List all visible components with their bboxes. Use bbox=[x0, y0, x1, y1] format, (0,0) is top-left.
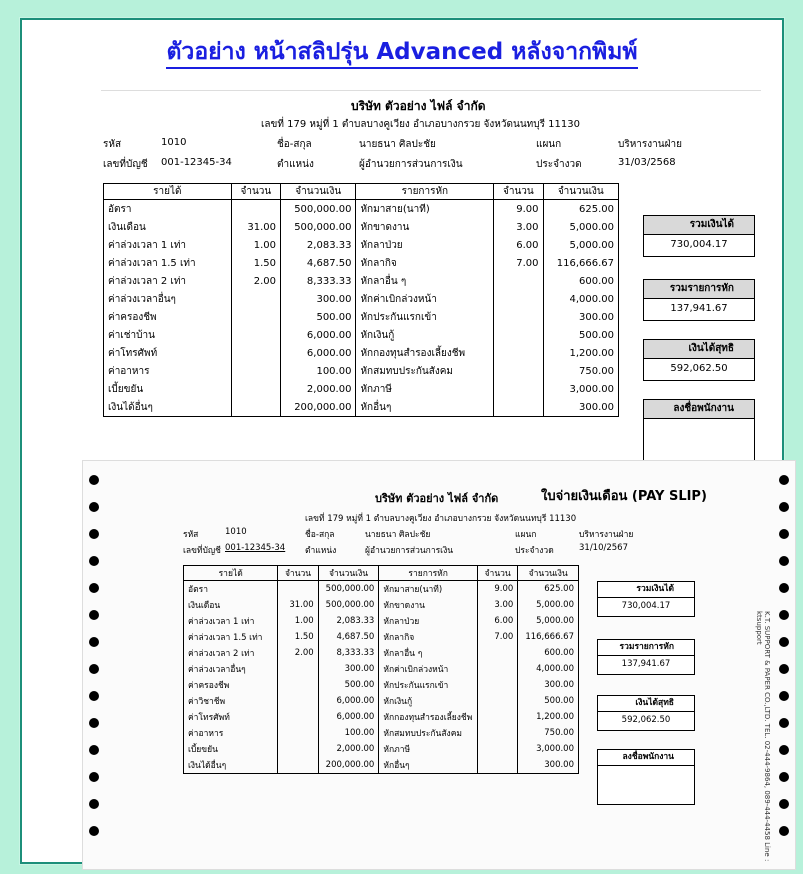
value-account: 001-12345-34 bbox=[161, 157, 232, 168]
page-frame bbox=[20, 18, 784, 864]
printed-label-period: ประจำงวด bbox=[515, 546, 554, 556]
table-cell: หักขาดงาน bbox=[356, 218, 494, 236]
value-dept: บริหารงานฝ่าย bbox=[618, 139, 682, 150]
table-cell: 300.00 bbox=[543, 398, 618, 417]
spreadsheet-slip bbox=[101, 90, 761, 471]
table-cell: หักมาสาย(นาที) bbox=[379, 581, 478, 598]
table-cell: ค่าโทรศัพท์ bbox=[184, 709, 278, 725]
table-cell bbox=[278, 581, 318, 598]
table-cell: หักลาอื่น ๆ bbox=[356, 272, 494, 290]
table-cell: 6.00 bbox=[477, 613, 517, 629]
table-row bbox=[104, 362, 619, 380]
printed-company-name: บริษัท ตัวอย่าง ไฟล์ จำกัด bbox=[375, 492, 499, 505]
table-cell: 5,000.00 bbox=[518, 597, 579, 613]
table-cell: เงินเดือน bbox=[184, 597, 278, 613]
table-cell bbox=[494, 326, 543, 344]
table-cell: หักประกันแรกเข้า bbox=[379, 677, 478, 693]
table-row bbox=[184, 661, 579, 677]
table-cell: ค่าล่วงเวลาอื่นๆ bbox=[104, 290, 232, 308]
table-cell: 8,333.33 bbox=[318, 645, 379, 661]
summary-total-deduction: รวมรายการหัก 137,941.67 bbox=[643, 279, 755, 321]
table-cell: ค่าล่วงเวลา 1 เท่า bbox=[184, 613, 278, 629]
table-row bbox=[104, 254, 619, 272]
table-cell: ค่าล่วงเวลา 1 เท่า bbox=[104, 236, 232, 254]
table-cell bbox=[477, 677, 517, 693]
table-cell: 300.00 bbox=[518, 757, 579, 774]
side-print: K.T. SUPPORT & PAPER CO.,LTD. TEL. 02-444-9864, 089-444-4458 Line : ktsupport bbox=[755, 611, 771, 862]
table-cell: หักค่าเบิกล่วงหน้า bbox=[356, 290, 494, 308]
label-dept: แผนก bbox=[536, 139, 562, 150]
table-cell bbox=[494, 398, 543, 417]
table-cell: 750.00 bbox=[543, 362, 618, 380]
printed-summary-total-deduction: รวมรายการหัก 137,941.67 bbox=[597, 639, 695, 675]
printed-earnings-deductions-table: รายได้ จำนวน จำนวนเงิน รายการหัก จำนวน จำนวนเงิน อัตรา 500,000.00 หักมาสาย(นาที) 9.00 625.00 เงินเดือน 31.00 500,000.00 หักขาดงาน 3.00 5,000.00 ค่าล่วงเวลา 1 เท่า 1.00 2,083.33 หักลาป่วย 6.00 5,000.00 ค่าล่วงเวลา 1.5 เท่า 1.50 4,687.50 หักลากิจ 7.00 116,666.67 ค่าล่วงเวลา 2 เท่า 2.00 8,333.33 หักลาอื่น ๆ 600.00 ค่าล่วงเวลาอื่นๆ 300.00 หักค่าเบิกล่วงหน้า 4,000.00 ค่าครองชีพ 500.00 หักประกันแรกเข้า 300.00 ค่าวิชาชีพ 6,000.00 หักเงินกู้ 500.00 ค่าโทรศัพท์ 6,000.00 หักกองทุนสำรองเลี้ยงชีพ 1,200.00 ค่าอาหาร 100.00 หักสมทบประกันสังคม 750.00 เบี้ยขยัน 2,000.00 หักภาษี 3,000.00 เงินได้อื่นๆ 200,000.00 หักอื่นๆ 300.00 bbox=[183, 565, 579, 774]
table-row bbox=[104, 290, 619, 308]
table-row bbox=[104, 326, 619, 344]
table-cell: 4,687.50 bbox=[281, 254, 356, 272]
table-cell: หักมาสาย(นาที) bbox=[356, 200, 494, 219]
table-cell: 6.00 bbox=[494, 236, 543, 254]
printed-label-position: ตำแหน่ง bbox=[305, 546, 337, 556]
table-cell bbox=[231, 362, 280, 380]
table-cell: หักกองทุนสำรองเลี้ยงชีพ bbox=[379, 709, 478, 725]
table-cell: หักประกันแรกเข้า bbox=[356, 308, 494, 326]
table-cell: ค่าโทรศัพท์ bbox=[104, 344, 232, 362]
label-code: รหัส bbox=[103, 139, 122, 150]
left-tractor-holes bbox=[85, 475, 103, 869]
table-cell: 2,083.33 bbox=[281, 236, 356, 254]
printed-summary-total-income: รวมเงินได้ 730,004.17 bbox=[597, 581, 695, 617]
table-cell: 1,200.00 bbox=[518, 709, 579, 725]
table-cell bbox=[278, 725, 318, 741]
table-cell: 600.00 bbox=[518, 645, 579, 661]
table-cell: หักลากิจ bbox=[356, 254, 494, 272]
table-cell: เบี้ยขยัน bbox=[184, 741, 278, 757]
table-cell: 1.00 bbox=[278, 613, 318, 629]
table-cell: หักภาษี bbox=[356, 380, 494, 398]
table-cell: หักสมทบประกันสังคม bbox=[379, 725, 478, 741]
col-deduction: รายการหัก bbox=[356, 184, 494, 200]
table-row bbox=[184, 693, 579, 709]
table-cell bbox=[278, 741, 318, 757]
table-cell: หักสมทบประกันสังคม bbox=[356, 362, 494, 380]
label-period: ประจำงวด bbox=[536, 159, 582, 170]
table-cell bbox=[477, 725, 517, 741]
table-cell: 100.00 bbox=[318, 725, 379, 741]
table-cell: เงินได้อื่นๆ bbox=[104, 398, 232, 417]
table-cell: 31.00 bbox=[278, 597, 318, 613]
table-cell: ค่าล่วงเวลา 1.5 เท่า bbox=[104, 254, 232, 272]
table-cell bbox=[278, 677, 318, 693]
table-row bbox=[184, 645, 579, 661]
printed-value-dept: บริหารงานฝ่าย bbox=[579, 530, 634, 540]
table-cell: 3,000.00 bbox=[518, 741, 579, 757]
col-income: รายได้ bbox=[104, 184, 232, 200]
table-cell: 4,687.50 bbox=[318, 629, 379, 645]
printed-value-name: นายธนา ศิลปะชัย bbox=[365, 530, 431, 540]
table-cell: 116,666.67 bbox=[543, 254, 618, 272]
table-row bbox=[184, 757, 579, 774]
table-cell bbox=[477, 645, 517, 661]
table-cell: หักกองทุนสำรองเลี้ยงชีพ bbox=[356, 344, 494, 362]
table-cell: 4,000.00 bbox=[543, 290, 618, 308]
table-cell: 9.00 bbox=[477, 581, 517, 598]
earnings-deductions-table bbox=[103, 183, 619, 417]
table-cell: 500,000.00 bbox=[318, 597, 379, 613]
printed-label-dept: แผนก bbox=[515, 530, 537, 540]
table-cell: ค่าล่วงเวลา 2 เท่า bbox=[104, 272, 232, 290]
table-cell: 2.00 bbox=[231, 272, 280, 290]
table-cell: 1,200.00 bbox=[543, 344, 618, 362]
table-cell: ค่าล่วงเวลา 1.5 เท่า bbox=[184, 629, 278, 645]
company-address: เลขที่ 179 หมู่ที่ 1 ตำบลบางคูเวียง อำเภอบางกรวย จังหวัดนนทบุรี 11130 bbox=[261, 119, 580, 130]
table-cell: 100.00 bbox=[281, 362, 356, 380]
table-cell: 750.00 bbox=[518, 725, 579, 741]
table-row bbox=[104, 218, 619, 236]
table-row bbox=[184, 629, 579, 645]
table-cell: 500,000.00 bbox=[281, 218, 356, 236]
table-cell: 6,000.00 bbox=[318, 709, 379, 725]
company-name: บริษัท ตัวอย่าง ไฟล์ จำกัด bbox=[351, 99, 486, 113]
table-cell: หักลาป่วย bbox=[379, 613, 478, 629]
table-cell: ค่าเช่าบ้าน bbox=[104, 326, 232, 344]
table-cell: 2,083.33 bbox=[318, 613, 379, 629]
table-row bbox=[104, 308, 619, 326]
value-period: 31/03/2568 bbox=[618, 157, 676, 168]
table-row bbox=[104, 272, 619, 290]
table-cell: ค่าครองชีพ bbox=[184, 677, 278, 693]
table-cell bbox=[477, 757, 517, 774]
value-name: นายธนา ศิลปะชัย bbox=[359, 139, 436, 150]
table-cell bbox=[494, 308, 543, 326]
table-cell: 5,000.00 bbox=[543, 218, 618, 236]
table-cell: หักภาษี bbox=[379, 741, 478, 757]
col-amount: จำนวนเงิน bbox=[281, 184, 356, 200]
table-cell: เบี้ยขยัน bbox=[104, 380, 232, 398]
table-cell bbox=[231, 326, 280, 344]
table-cell: 6,000.00 bbox=[281, 326, 356, 344]
table-row bbox=[184, 725, 579, 741]
table-cell: อัตรา bbox=[104, 200, 232, 219]
table-cell: 4,000.00 bbox=[518, 661, 579, 677]
table-cell: เงินได้อื่นๆ bbox=[184, 757, 278, 774]
table-cell: 2,000.00 bbox=[281, 380, 356, 398]
table-cell: 116,666.67 bbox=[518, 629, 579, 645]
table-cell: หักลากิจ bbox=[379, 629, 478, 645]
table-cell: 300.00 bbox=[543, 308, 618, 326]
table-cell: ค่าล่วงเวลาอื่นๆ bbox=[184, 661, 278, 677]
table-cell: หักค่าเบิกล่วงหน้า bbox=[379, 661, 478, 677]
table-cell: 31.00 bbox=[231, 218, 280, 236]
value-position: ผู้อำนวยการส่วนการเงิน bbox=[359, 159, 463, 170]
table-row bbox=[184, 613, 579, 629]
table-cell: 3,000.00 bbox=[543, 380, 618, 398]
table-cell: หักขาดงาน bbox=[379, 597, 478, 613]
table-cell: 625.00 bbox=[543, 200, 618, 219]
printed-value-position: ผู้อำนวยการส่วนการเงิน bbox=[365, 546, 454, 556]
table-cell: 3.00 bbox=[494, 218, 543, 236]
table-cell: 600.00 bbox=[543, 272, 618, 290]
table-row bbox=[184, 581, 579, 598]
table-cell bbox=[231, 344, 280, 362]
table-cell: 300.00 bbox=[281, 290, 356, 308]
table-cell bbox=[231, 398, 280, 417]
printed-summary-signature: ลงชื่อพนักงาน bbox=[597, 749, 695, 805]
printed-slip bbox=[82, 460, 796, 870]
table-cell bbox=[278, 757, 318, 774]
payslip-heading: ใบจ่ายเงินเดือน (PAY SLIP) bbox=[541, 489, 707, 504]
label-position: ตำแหน่ง bbox=[277, 159, 314, 170]
table-cell: 9.00 bbox=[494, 200, 543, 219]
table-cell bbox=[477, 741, 517, 757]
table-cell: 500,000.00 bbox=[281, 200, 356, 219]
table-cell: หักลาอื่น ๆ bbox=[379, 645, 478, 661]
table-cell: 500.00 bbox=[318, 677, 379, 693]
table-cell bbox=[231, 200, 280, 219]
table-cell: 300.00 bbox=[318, 661, 379, 677]
table-cell bbox=[278, 709, 318, 725]
table-cell: 1.00 bbox=[231, 236, 280, 254]
table-cell: หักลาป่วย bbox=[356, 236, 494, 254]
table-cell: 500.00 bbox=[281, 308, 356, 326]
table-row bbox=[104, 236, 619, 254]
table-cell: เงินเดือน bbox=[104, 218, 232, 236]
table-cell: หักเงินกู้ bbox=[379, 693, 478, 709]
printed-value-period: 31/10/2567 bbox=[579, 543, 628, 553]
table-cell bbox=[494, 380, 543, 398]
table-cell: 500.00 bbox=[518, 693, 579, 709]
table-cell: 5,000.00 bbox=[543, 236, 618, 254]
table-cell: หักอื่นๆ bbox=[379, 757, 478, 774]
table-row bbox=[184, 677, 579, 693]
label-name: ชื่อ-สกุล bbox=[277, 139, 312, 150]
table-cell: 200,000.00 bbox=[281, 398, 356, 417]
right-tractor-holes bbox=[775, 475, 793, 869]
table-cell: หักอื่นๆ bbox=[356, 398, 494, 417]
label-account: เลขที่บัญชี bbox=[103, 159, 148, 170]
table-cell: 3.00 bbox=[477, 597, 517, 613]
printed-label-account: เลขที่บัญชี bbox=[183, 546, 221, 556]
table-cell bbox=[231, 380, 280, 398]
table-row bbox=[104, 344, 619, 362]
table-cell bbox=[477, 693, 517, 709]
table-row bbox=[184, 597, 579, 613]
table-cell: 300.00 bbox=[518, 677, 579, 693]
table-cell: 5,000.00 bbox=[518, 613, 579, 629]
table-cell: ค่าวิชาชีพ bbox=[184, 693, 278, 709]
table-row bbox=[104, 398, 619, 417]
table-cell: 200,000.00 bbox=[318, 757, 379, 774]
table-cell bbox=[231, 290, 280, 308]
table-cell bbox=[231, 308, 280, 326]
table-cell: ค่าอาหาร bbox=[104, 362, 232, 380]
printed-value-account: 001-12345-34 bbox=[225, 543, 286, 553]
table-cell bbox=[494, 272, 543, 290]
col-ded-qty: จำนวน bbox=[494, 184, 543, 200]
printed-label-name: ชื่อ-สกุล bbox=[305, 530, 335, 540]
table-cell: หักเงินกู้ bbox=[356, 326, 494, 344]
table-cell: 7.00 bbox=[494, 254, 543, 272]
table-cell bbox=[278, 693, 318, 709]
summary-employee-signature: ลงชื่อพนักงาน bbox=[643, 399, 755, 463]
table-cell: อัตรา bbox=[184, 581, 278, 598]
printed-label-code: รหัส bbox=[183, 530, 199, 540]
summary-total-income: รวมเงินได้ 730,004.17 bbox=[643, 215, 755, 257]
table-cell: 625.00 bbox=[518, 581, 579, 598]
table-cell: ค่าครองชีพ bbox=[104, 308, 232, 326]
table-cell bbox=[477, 661, 517, 677]
table-cell bbox=[278, 661, 318, 677]
table-cell: 6,000.00 bbox=[318, 693, 379, 709]
table-cell: 1.50 bbox=[278, 629, 318, 645]
summary-net-income: เงินได้สุทธิ 592,062.50 bbox=[643, 339, 755, 381]
table-cell: 2,000.00 bbox=[318, 741, 379, 757]
printed-summary-net-income: เงินได้สุทธิ 592,062.50 bbox=[597, 695, 695, 731]
table-cell: 7.00 bbox=[477, 629, 517, 645]
col-qty: จำนวน bbox=[231, 184, 280, 200]
table-cell: 2.00 bbox=[278, 645, 318, 661]
table-row bbox=[104, 200, 619, 219]
table-row bbox=[184, 741, 579, 757]
table-row bbox=[184, 709, 579, 725]
page-title: ตัวอย่าง หน้าสลิปรุ่น Advanced หลังจากพิมพ์ bbox=[22, 34, 782, 70]
table-cell bbox=[494, 344, 543, 362]
printed-value-code: 1010 bbox=[225, 527, 247, 537]
table-cell: 500,000.00 bbox=[318, 581, 379, 598]
table-cell: ค่าอาหาร bbox=[184, 725, 278, 741]
printed-address: เลขที่ 179 หมู่ที่ 1 ตำบลบางคูเวียง อำเภอบางกรวย จังหวัดนนทบุรี 11130 bbox=[305, 514, 577, 524]
table-row bbox=[104, 380, 619, 398]
table-cell: ค่าล่วงเวลา 2 เท่า bbox=[184, 645, 278, 661]
col-ded-amount: จำนวนเงิน bbox=[543, 184, 618, 200]
table-cell: 6,000.00 bbox=[281, 344, 356, 362]
value-code: 1010 bbox=[161, 137, 187, 148]
table-cell bbox=[494, 290, 543, 308]
table-cell: 1.50 bbox=[231, 254, 280, 272]
table-cell: 500.00 bbox=[543, 326, 618, 344]
table-cell: 8,333.33 bbox=[281, 272, 356, 290]
table-cell bbox=[477, 709, 517, 725]
table-cell bbox=[494, 362, 543, 380]
